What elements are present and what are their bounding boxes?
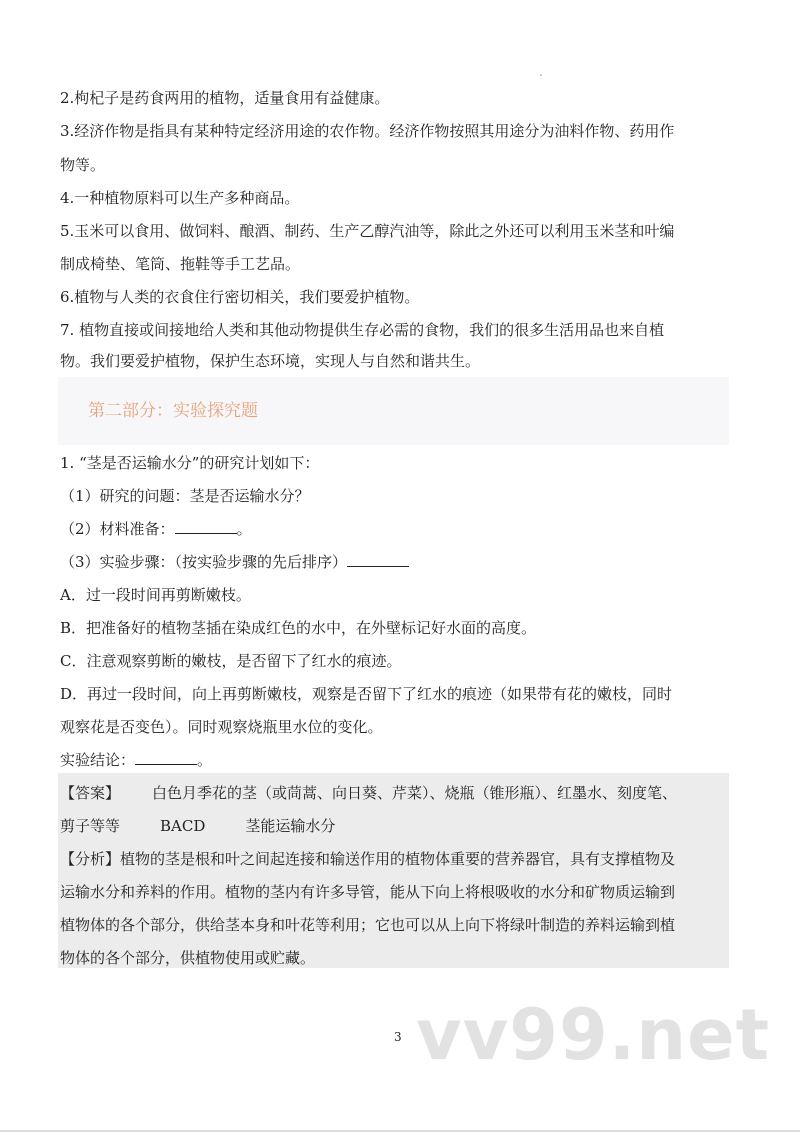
item-3-line2: 物等。 (60, 156, 106, 174)
answer-blank (175, 519, 237, 534)
watermark: vv99.net (416, 994, 771, 1076)
conclusion (60, 750, 212, 770)
option-d-line1: D．再过一段时间，向上再剪断嫩枝，观察是否留下了红水的痕迹（如果带有花的嫩枝，同时 (60, 685, 673, 703)
question-part-1: （1）研究的问题：茎是否运输水分？ (60, 487, 310, 505)
q2-label: （2）材料准备： (60, 520, 175, 538)
item-3-line1: 3.经济作物是指具有某种特定经济用途的农作物。经济作物按照其用途分为油料作物、药用作 (60, 122, 675, 140)
analysis-line4: 物体的各个部分，供植物使用或贮藏。 (60, 949, 316, 967)
conclusion-label: 实验结论： (60, 751, 136, 769)
option-a: A．过一段时间再剪断嫩枝。 (60, 586, 251, 604)
item-4: 4.一种植物原料可以生产多种商品。 (60, 189, 300, 207)
section-title: 第二部分：实验探究题 (88, 401, 258, 421)
answer-line2 (60, 816, 335, 836)
item-2: 2.枸杞子是药食两用的植物，适量食用有益健康。 (60, 89, 390, 107)
answer-line1 (60, 783, 677, 803)
question-stem: 1. “茎是否运输水分”的研究计划如下： (60, 454, 320, 472)
page-number: 3 (394, 1030, 402, 1044)
option-d-line2: 观察花是否变色）。同时观察烧瓶里水位的变化。 (60, 718, 383, 736)
analysis-line1 (60, 849, 675, 869)
q3-label: （3）实验步骤：（按实验步骤的先后排序） (60, 553, 348, 571)
answer-blank (347, 552, 409, 567)
analysis-line3: 植物体的各个部分，供给茎本身和叶花等利用；它也可以从上向下将绿叶制造的养料运输到植 (60, 916, 676, 934)
analysis-label: 【分析】 (60, 850, 121, 868)
analysis-line2: 运输水分和养料的作用。植物的茎内有许多导管，能从下向上将根吸收的水分和矿物质运输到 (60, 883, 676, 901)
option-c: C．注意观察剪断的嫩枝，是否留下了红水的痕迹。 (60, 652, 402, 670)
item-7-line2: 物。我们要爱护植物，保护生态环境，实现人与自然和谐共生。 (60, 352, 481, 370)
answer-label: 【答案】 (60, 784, 121, 802)
item-6: 6.植物与人类的衣食住行密切相关，我们要爱护植物。 (60, 288, 420, 306)
question-part-2 (60, 519, 252, 539)
q2-end: 。 (236, 520, 252, 538)
item-5-line1: 5.玉米可以食用、做饲料、酿酒、制药、生产乙醇汽油等，除此之外还可以利用玉米茎和叶编 (60, 222, 675, 240)
option-b: B．把准备好的植物茎插在染成红色的水中，在外壁标记好水面的高度。 (60, 619, 537, 637)
answer-blank (135, 750, 197, 765)
answer-materials-end: 剪子等等 (60, 817, 121, 835)
speck (540, 74, 542, 76)
conclusion-end: 。 (197, 751, 213, 769)
answer-text: 白色月季花的茎（或茼蒿、向日葵、芹菜）、烧瓶（锥形瓶）、红墨水、刻度笔、 (152, 784, 678, 802)
answer-order: BACD (160, 817, 206, 835)
question-part-3 (60, 552, 409, 572)
answer-conclusion: 茎能运输水分 (245, 817, 336, 835)
page-bottom-edge (0, 1130, 800, 1132)
analysis-text: 植物的茎是根和叶之间起连接和输送作用的植物体重要的营养器官，具有支撑植物及 (120, 850, 676, 868)
item-7-line1: 7. 植物直接或间接地给人类和其他动物提供生存必需的食物，我们的很多生活用品也来自植 (60, 321, 665, 339)
item-5-line2: 制成椅垫、笔筒、拖鞋等手工艺品。 (60, 255, 301, 273)
